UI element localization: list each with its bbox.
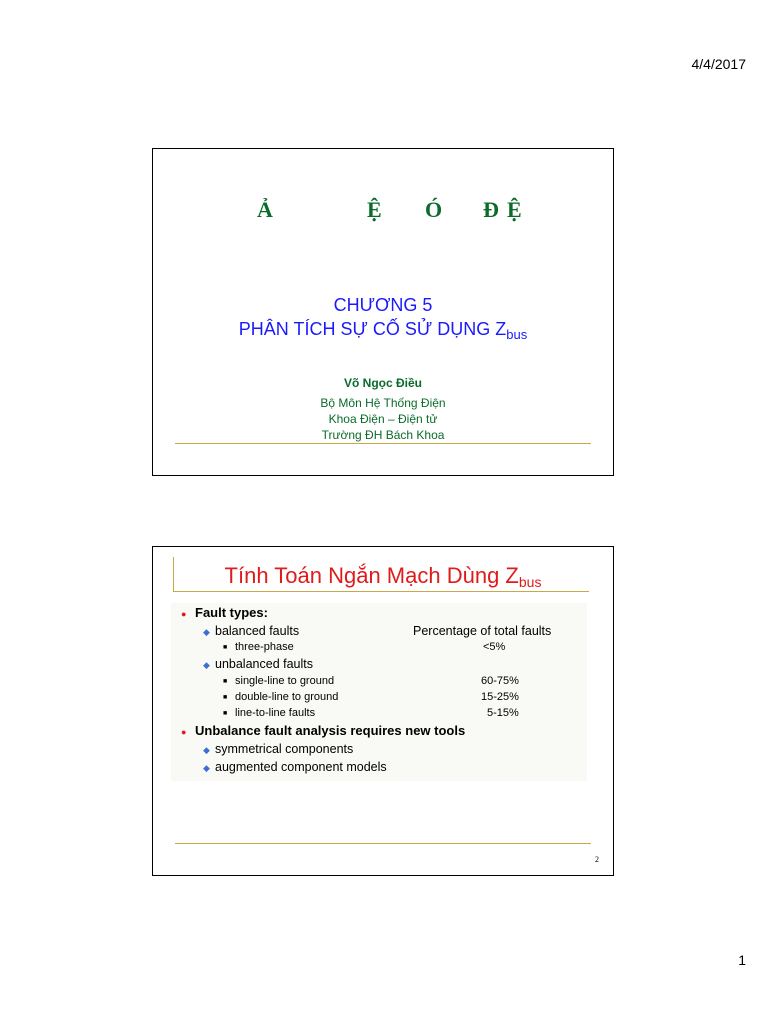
slide-1-heading [153, 197, 613, 227]
list-item: ◆ unbalanced faults [203, 657, 313, 671]
school: Trường ĐH Bách Khoa [321, 428, 445, 442]
list-item: ■ single-line to ground 60-75% [223, 673, 587, 689]
heading-glyph: Ả [257, 197, 273, 222]
diamond-bullet-icon: ◆ [203, 627, 210, 637]
slide-2-title: Tính Toán Ngắn Mạch Dùng $Z_{bus}$ [224, 563, 542, 590]
percentage-value: 60-75% [481, 675, 519, 687]
list-item: ◆ symmetrical components [203, 742, 354, 756]
square-bullet-icon: ■ [223, 644, 228, 651]
faculty: Khoa Điện – Điện tử [328, 412, 438, 426]
diamond-bullet-icon: ◆ [203, 745, 210, 755]
chapter-title [153, 293, 613, 347]
list-item: ■ three-phase <5% [223, 639, 587, 655]
heading-glyph: Ó [425, 197, 443, 222]
list-item: ◆ balanced faults Percentage of total faults [203, 624, 552, 638]
print-date: 4/4/2017 [691, 56, 746, 72]
heading-glyph: Ệ [507, 197, 522, 222]
circle-bullet-icon: ● [181, 727, 187, 737]
footer-rule [175, 443, 591, 444]
percentage-header: Percentage of total faults [413, 624, 552, 638]
list-item: ■ double-line to ground 15-25% [223, 689, 587, 705]
percentage-value: 5-15% [487, 707, 519, 719]
diamond-bullet-icon: ◆ [203, 660, 210, 670]
circle-bullet-icon: ● [181, 609, 187, 619]
heading-glyph: Đ [483, 197, 499, 222]
fault-types-content [171, 603, 587, 781]
square-bullet-icon: ■ [223, 694, 228, 701]
percentage-value: <5% [483, 641, 506, 653]
list-item: ● Unbalance fault analysis requires new tools [181, 723, 466, 738]
slide-1 [152, 148, 614, 476]
slide-2 [152, 546, 614, 876]
chapter-name: PHÂN TÍCH SỰ CỐ SỬ DỤNG $Z_{bus}$ [238, 319, 528, 342]
heading-glyph: Ệ [367, 197, 382, 222]
page-number: 1 [738, 952, 746, 968]
list-item: ◆ augmented component models [203, 760, 387, 774]
slide-number: 2 [595, 855, 599, 864]
percentage-value: 15-25% [481, 691, 519, 703]
square-bullet-icon: ■ [223, 678, 228, 685]
diamond-bullet-icon: ◆ [203, 763, 210, 773]
author-block [153, 375, 613, 443]
author-name: Võ Ngọc Điều [343, 376, 422, 390]
department: Bộ Môn Hệ Thống Điện [320, 396, 446, 410]
chapter-number: CHƯƠNG 5 [333, 295, 433, 315]
list-item: ■ line-to-line faults 5-15% [223, 705, 587, 721]
square-bullet-icon: ■ [223, 710, 228, 717]
footer-rule [175, 843, 591, 844]
list-item: ● Fault types: [181, 605, 268, 620]
